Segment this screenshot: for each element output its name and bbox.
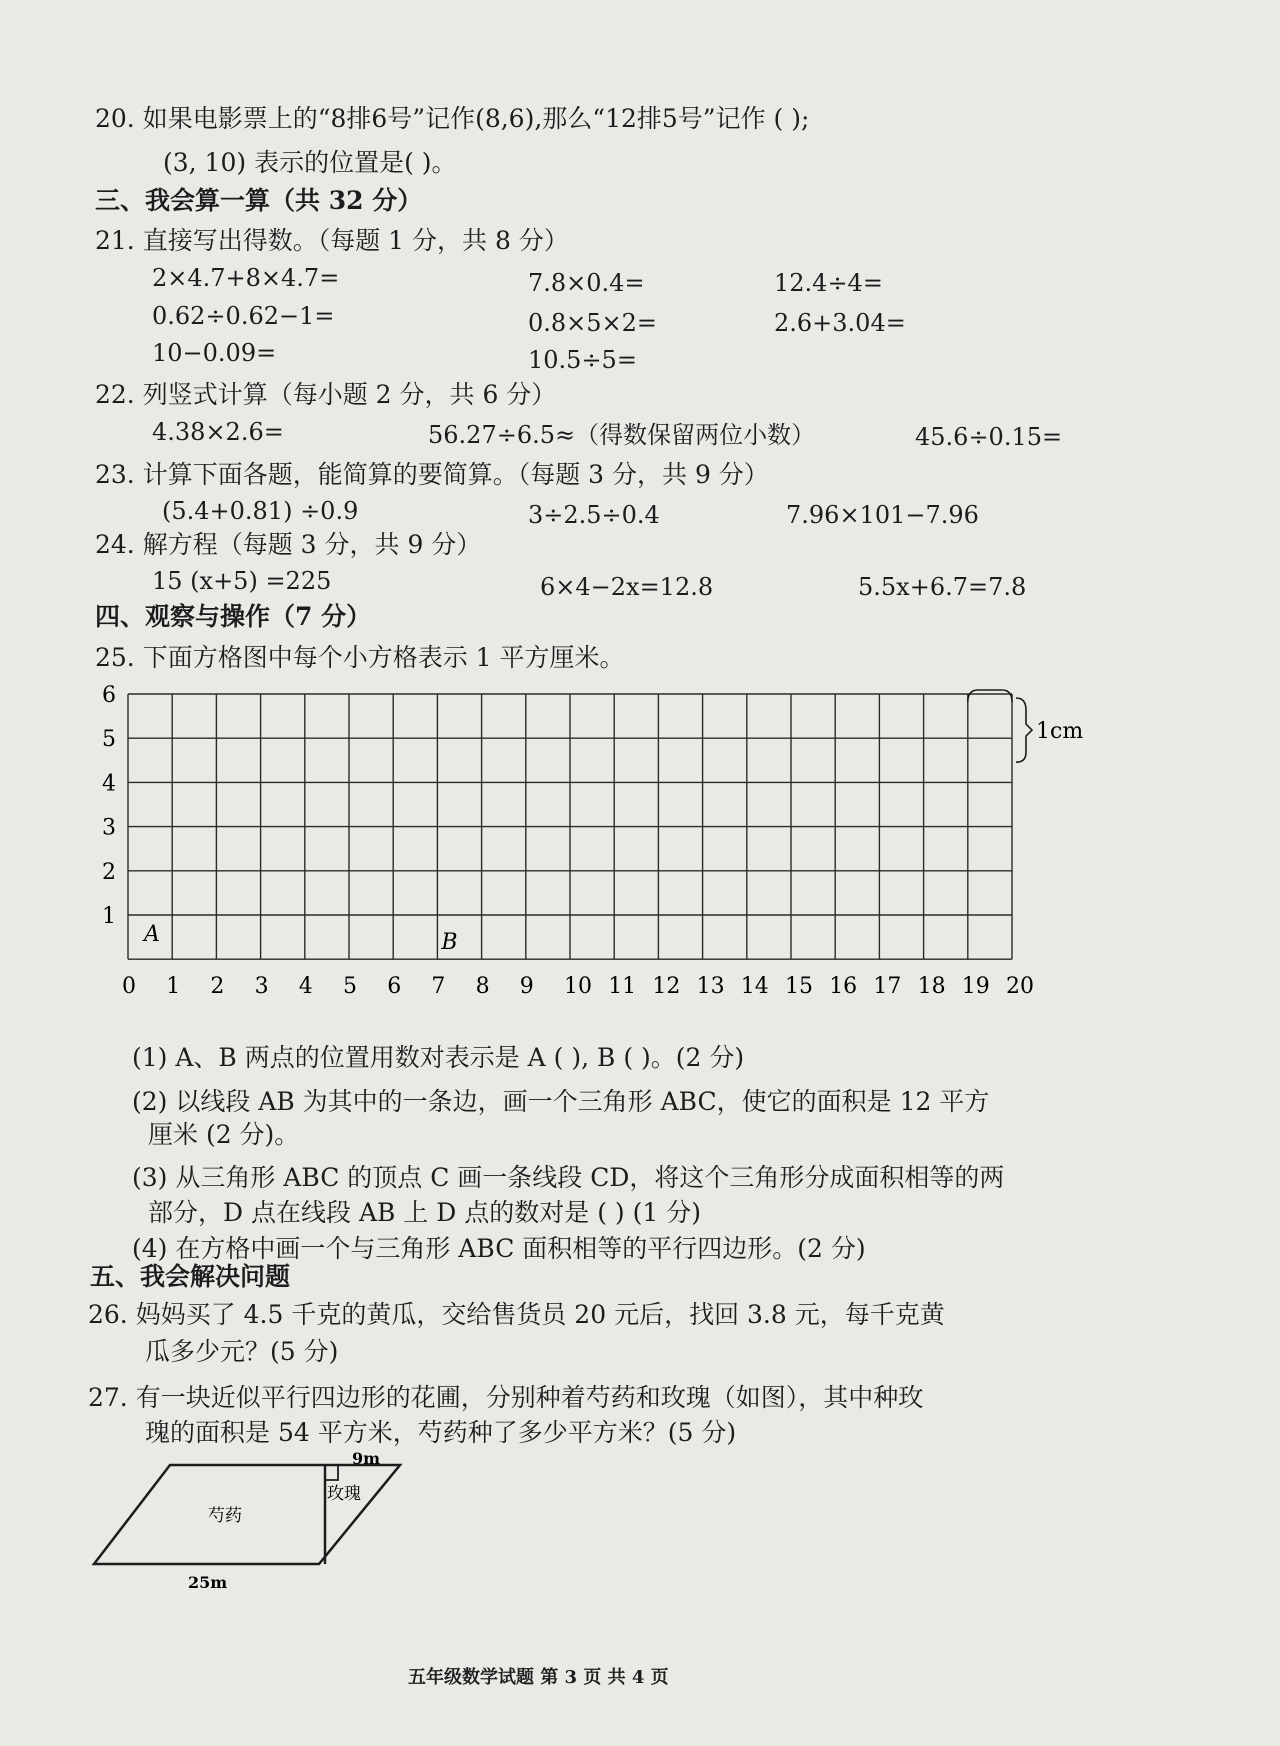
region-label-shaoyao: 芍药 [208,1506,242,1526]
x-tick-label: 13 [696,974,725,1000]
y-tick-label: 5 [102,727,116,753]
y-axis-labels [102,683,116,929]
bottom-length-label: 25m [188,1573,228,1592]
x-tick-label: 15 [785,974,813,1000]
q24-item-3: 5.5x+6.7=7.8 [858,573,1027,601]
scale-brace-icon [968,690,1032,762]
x-tick-label: 4 [298,974,313,1000]
q21-item-5: 0.8×5×2= [528,309,658,337]
x-tick-label: 11 [608,974,637,1000]
q21-item-6: 2.6+3.04= [774,309,906,337]
x-tick-label: 16 [829,974,858,1000]
q20-line1: 20. 如果电影票上的“8排6号”记作(8,6),那么“12排5号”记作 ( ); [95,104,810,133]
garden-figure [80,1448,540,1608]
q20-line2: (3, 10) 表示的位置是( )。 [163,148,457,177]
y-tick-label: 4 [102,771,116,797]
section4-title: 四、观察与操作（7 分） [95,602,372,631]
q22-item-1: 4.38×2.6= [152,418,284,446]
x-tick-label: 12 [652,974,681,1000]
region-label-meigui: 玫瑰 [327,1484,361,1504]
x-tick-label: 18 [917,974,946,1000]
q21-item-2: 7.8×0.4= [528,269,645,297]
q22-title: 22. 列竖式计算（每小题 2 分，共 6 分） [95,380,557,409]
x-tick-label: 14 [740,974,769,1000]
q25-sub3-line2: 部分，D 点在线段 AB 上 D 点的数对是 ( ) (1 分) [148,1198,701,1227]
q23-item-3: 7.96×101−7.96 [786,501,979,529]
x-tick-label: 10 [564,974,592,1000]
x-axis-labels [122,974,1034,999]
q23-item-2: 3÷2.5÷0.4 [528,501,660,529]
q26-line2: 瓜多少元？(5 分) [145,1337,339,1366]
q27-line1: 27. 有一块近似平行四边形的花圃，分别种着芍药和玫瑰（如图），其中种玫 [88,1383,924,1412]
parallelogram-outline [94,1465,400,1564]
x-tick-label: 6 [387,974,402,1000]
q25-sub3-line1: (3) 从三角形 ABC 的顶点 C 画一条线段 CD，将这个三角形分成面积相等的两 [132,1163,1005,1192]
page-footer: 五年级数学试题 第 3 页 共 4 页 [408,1667,669,1688]
x-tick-label: 0 [122,974,136,1000]
q23-item-1: (5.4+0.81) ÷0.9 [162,497,359,525]
scale-label: 1cm [1036,719,1084,745]
point-a-label: A [144,922,160,947]
y-tick-label: 1 [102,904,116,929]
grid-lines [128,694,1012,959]
q27-line2: 瑰的面积是 54 平方米，芍药种了多少平方米？(5 分) [145,1418,737,1447]
section5-title: 五、我会解决问题 [90,1262,291,1291]
q22-item-2: 56.27÷6.5≈（得数保留两位小数） [428,421,816,449]
x-tick-label: 17 [873,974,902,1000]
x-tick-label: 1 [166,974,181,1000]
q21-item-1: 2×4.7+8×4.7= [152,264,340,292]
y-tick-label: 2 [102,859,116,885]
y-tick-label: 6 [102,683,116,708]
q25-sub2-line2: 厘米 (2 分)。 [148,1120,300,1149]
x-tick-label: 19 [961,974,990,1000]
x-tick-label: 5 [343,974,357,1000]
q26-line1: 26. 妈妈买了 4.5 千克的黄瓜，交给售货员 20 元后，找回 3.8 元，每千克黄 [88,1300,945,1329]
q21-item-8: 10.5÷5= [528,346,637,374]
x-tick-label: 9 [519,974,534,1000]
x-tick-label: 2 [210,974,225,1000]
x-tick-label: 20 [1006,974,1034,1000]
q23-title: 23. 计算下面各题，能简算的要简算。（每题 3 分，共 9 分） [95,460,769,489]
q21-title: 21. 直接写出得数。（每题 1 分，共 8 分） [95,226,569,255]
section3-title: 三、我会算一算（共 32 分） [95,186,423,215]
q22-item-3: 45.6÷0.15= [915,423,1063,451]
q24-item-1: 15 (x+5) =225 [152,567,332,595]
q21-item-7: 10−0.09= [152,339,277,367]
x-tick-label: 7 [431,974,446,1000]
q25-sub4: (4) 在方格中画一个与三角形 ABC 面积相等的平行四边形。(2 分) [132,1234,866,1263]
y-tick-label: 3 [102,815,116,841]
right-angle-mark [325,1465,338,1480]
coordinate-grid [0,680,1280,1000]
q25-title: 25. 下面方格图中每个小方格表示 1 平方厘米。 [95,643,625,672]
q21-item-3: 12.4÷4= [774,269,883,297]
q24-item-2: 6×4−2x=12.8 [540,573,714,601]
q21-item-4: 0.62÷0.62−1= [152,302,335,330]
point-b-label: B [441,930,458,955]
q24-title: 24. 解方程（每题 3 分，共 9 分） [95,530,482,559]
x-tick-label: 8 [475,974,490,1000]
x-tick-label: 3 [254,974,269,1000]
q25-sub2-line1: (2) 以线段 AB 为其中的一条边，画一个三角形 ABC，使它的面积是 12 平方 [132,1087,990,1116]
top-length-label: 9m [352,1449,381,1468]
q25-sub1: (1) A、B 两点的位置用数对表示是 A ( ), B ( )。(2 分) [132,1043,745,1072]
